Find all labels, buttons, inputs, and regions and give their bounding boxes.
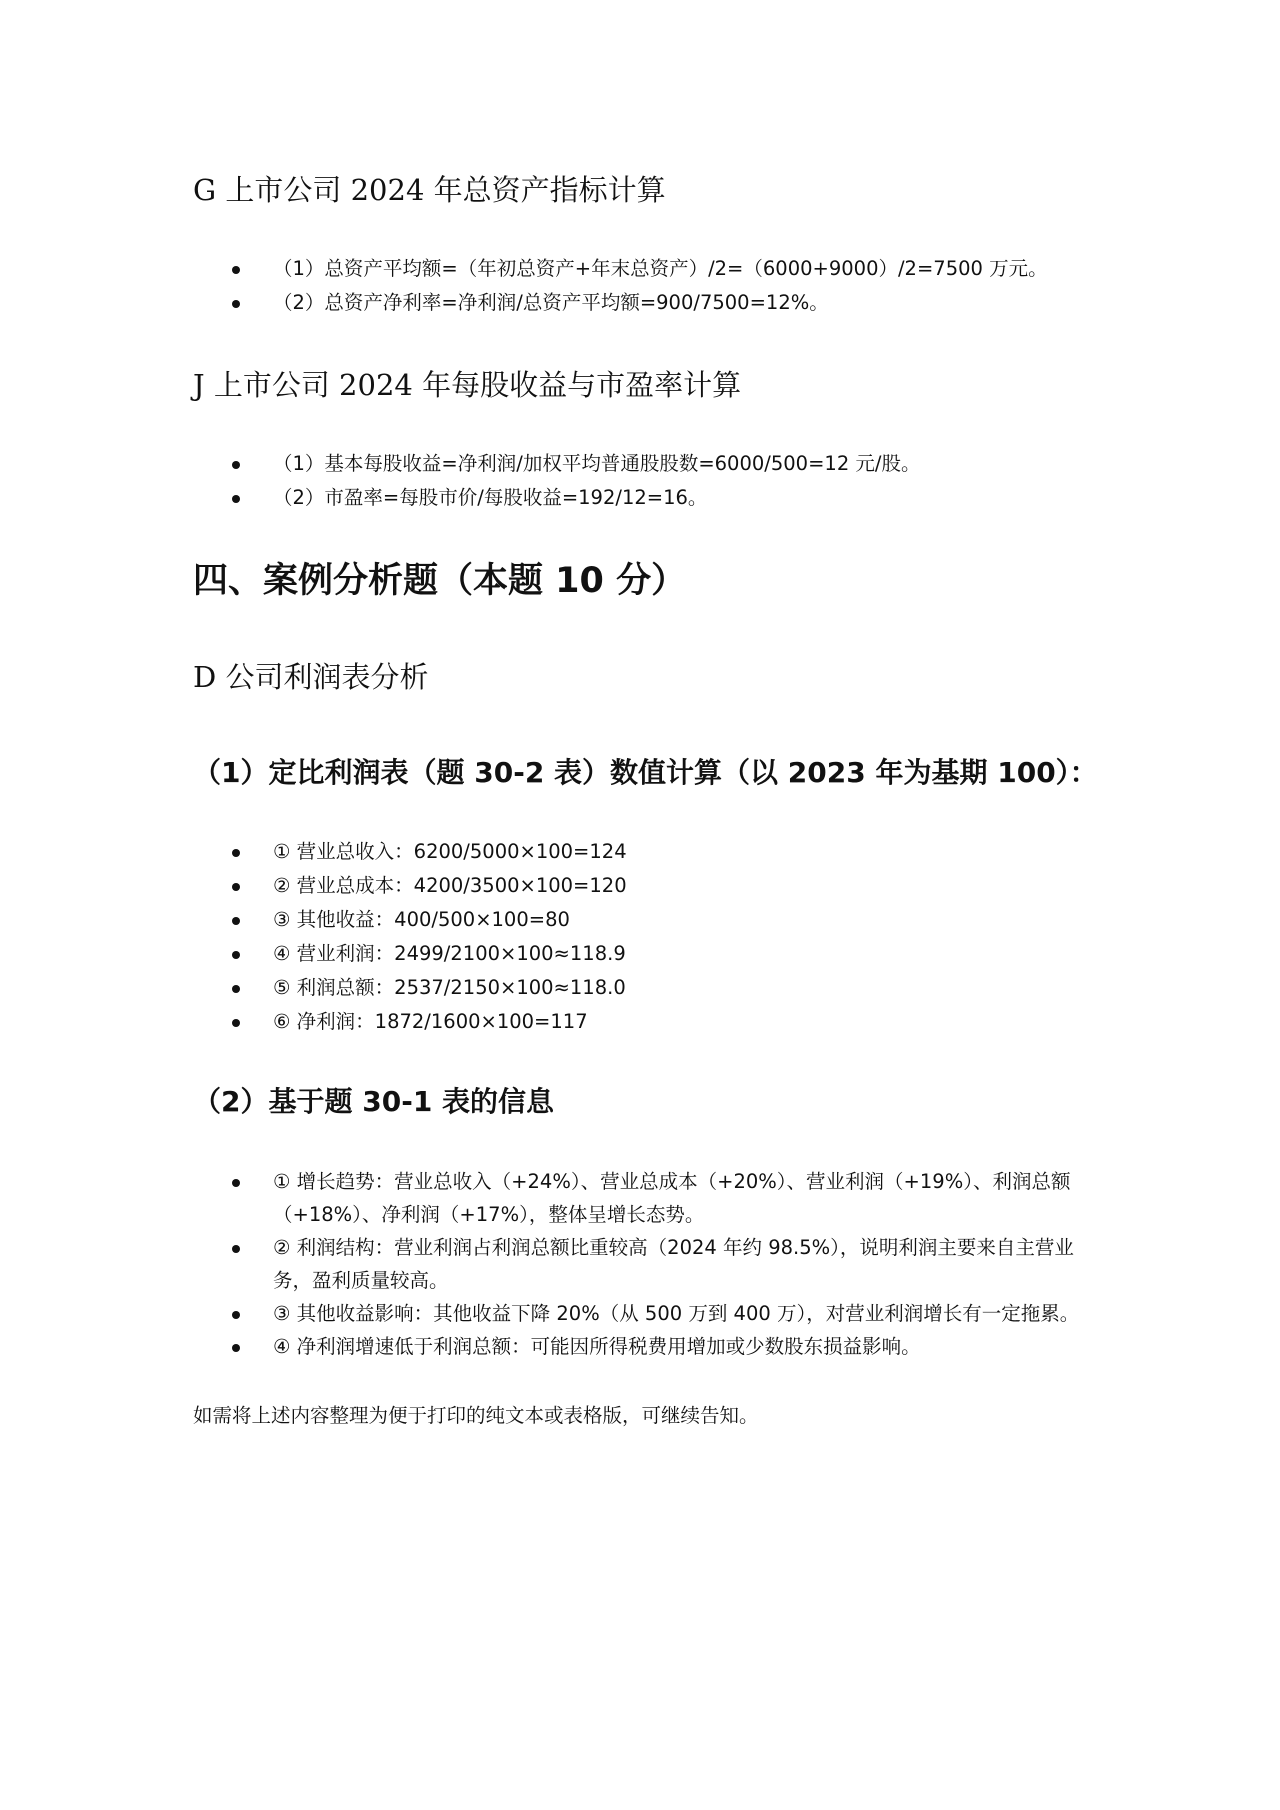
- section-d-title: D 公司利润表分析: [193, 660, 429, 694]
- list-item: ⑥ 净利润：1872/1600×100=117: [225, 1005, 1105, 1039]
- list-item: ② 利润结构：营业利润占利润总额比重较高（2024 年约 98.5%），说明利润主要来自主营业务，盈利质量较高。: [225, 1231, 1105, 1297]
- list-item: ③ 其他收益：400/500×100=80: [225, 903, 1105, 937]
- list-item: ① 营业总收入：6200/5000×100=124: [225, 835, 1105, 869]
- bullet-icon: [232, 849, 240, 857]
- list-item: ⑤ 利润总额：2537/2150×100≈118.0: [225, 971, 1105, 1005]
- footer-note: 如需将上述内容整理为便于打印的纯文本或表格版，可继续告知。: [193, 1404, 759, 1427]
- list-item: （2）市盈率=每股市价/每股收益=192/12=16。: [225, 481, 1105, 515]
- section-g-list: [225, 252, 1105, 320]
- list-item: ④ 净利润增速低于利润总额：可能因所得税费用增加或少数股东损益影响。: [225, 1330, 1105, 1363]
- part1-title: （1）定比利润表（题 30-2 表）数值计算（以 2023 年为基期 100）：: [193, 756, 1098, 789]
- bullet-icon: [232, 300, 240, 308]
- part1-list: [225, 835, 1105, 1039]
- bullet-icon: [232, 1179, 240, 1187]
- bullet-icon: [232, 1019, 240, 1027]
- bullet-icon: [232, 461, 240, 469]
- section-j-list: [225, 447, 1105, 515]
- part2-list: [225, 1165, 1105, 1363]
- list-item: （2）总资产净利率=净利润/总资产平均额=900/7500=12%。: [225, 286, 1105, 320]
- list-item: ③ 其他收益影响：其他收益下降 20%（从 500 万到 400 万），对营业利润增长有一定拖累。: [225, 1297, 1105, 1330]
- part2-title: （2）基于题 30-1 表的信息: [193, 1085, 555, 1118]
- bullet-icon: [232, 883, 240, 891]
- bullet-icon: [232, 1245, 240, 1253]
- bullet-icon: [232, 985, 240, 993]
- list-item: ④ 营业利润：2499/2100×100≈118.9: [225, 937, 1105, 971]
- bullet-icon: [232, 1344, 240, 1352]
- bullet-icon: [232, 266, 240, 274]
- bullet-icon: [232, 917, 240, 925]
- list-item: （1）总资产平均额=（年初总资产+年末总资产）/2=（6000+9000）/2=7500 万元。: [225, 252, 1105, 286]
- bullet-icon: [232, 495, 240, 503]
- section-g-title: G 上市公司 2024 年总资产指标计算: [193, 173, 666, 207]
- list-item: ② 营业总成本：4200/3500×100=120: [225, 869, 1105, 903]
- list-item: ① 增长趋势：营业总收入（+24%）、营业总成本（+20%）、营业利润（+19%）、利润总额（+18%）、净利润（+17%），整体呈增长态势。: [225, 1165, 1105, 1231]
- section-four-title: 四、案例分析题（本题 10 分）: [193, 561, 687, 601]
- bullet-icon: [232, 951, 240, 959]
- list-item: （1）基本每股收益=净利润/加权平均普通股股数=6000/500=12 元/股。: [225, 447, 1105, 481]
- bullet-icon: [232, 1311, 240, 1319]
- section-j-title: J 上市公司 2024 年每股收益与市盈率计算: [193, 368, 742, 402]
